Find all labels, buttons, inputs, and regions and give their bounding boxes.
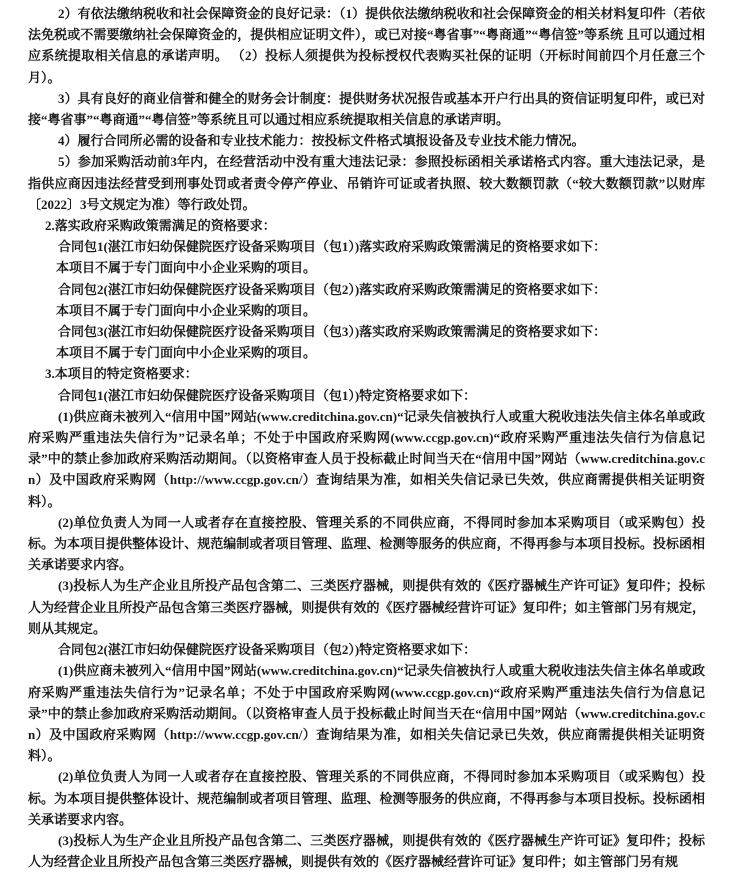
- paragraph: (1)供应商未被列入“信用中国”网站(www.creditchina.gov.cn)“记录失信被执行人或重大税收违法失信主体名单或政府采购严重违法失信行为”记录名单；不处于中国政府采购网(www.ccgp.gov.cn)“政府采购严重违法失信行为信息记录”中的禁止参加政府采购活动期间。（以资格审查人员于投标截止时间当天在“信用中国”网站（www.creditchina.gov.cn）及中国政府采购网（http://www.ccgp.gov.cn/）查询结果为准，如相关失信记录已失效，供应商需提供相关证明资料）。: [28, 408, 705, 509]
- paragraph: (3)投标人为生产企业且所投产品包含第二、三类医疗器械，则提供有效的《医疗器械生产许可证》复印件；投标人为经营企业且所投产品包含第三类医疗器械，则提供有效的《医疗器械经营许可证》复印件；如主管部门另有规: [28, 832, 705, 870]
- paragraph: 本项目不属于专门面向中小企业采购的项目。: [56, 302, 317, 318]
- paragraph: 4）履行合同所必需的设备和专业技术能力：按投标文件格式填报设备及专业技术能力情况。: [58, 133, 585, 149]
- paragraph: (2)单位负责人为同一人或者存在直接控股、管理关系的不同供应商，不得同时参加本采购项目（或采购包）投标。为本项目提供整体设计、规范编制或者项目管理、监理、检测等服务的供应商，不得再参与本项目投标。投标函相关承诺要求内容。: [28, 514, 705, 573]
- paragraph: 本项目不属于专门面向中小企业采购的项目。: [56, 260, 317, 276]
- paragraph: 5）参加采购活动前3年内，在经营活动中没有重大违法记录：参照投标函相关承诺格式内容。重大违法记录，是指供应商因违法经营受到刑事处罚或者责令停产停业、吊销许可证或者执照、较大数额罚款（“较大数额罚款”以财库〔2022〕3号文规定为准）等行政处罚。: [28, 154, 705, 212]
- paragraph: 合同包3(湛江市妇幼保健院医疗设备采购项目（包3）)落实政府采购政策需满足的资格要求如下：: [58, 324, 607, 340]
- paragraph: (3)投标人为生产企业且所投产品包含第二、三类医疗器械，则提供有效的《医疗器械生产许可证》复印件；投标人为经营企业且所投产品包含第三类医疗器械，则提供有效的《医疗器械经营许可证》复印件；如主管部门另有规定，则从其规定。: [28, 578, 705, 636]
- paragraph: 3）具有良好的商业信誉和健全的财务会计制度：提供财务状况报告或基本开户行出具的资信证明复印件，或已对接“粤省事”“粤商通”“粤信签”等系统且可以通过相应系统提取相关信息的承诺声明。: [28, 90, 705, 128]
- paragraph: 合同包2(湛江市妇幼保健院医疗设备采购项目（包2）)落实政府采购政策需满足的资格要求如下：: [58, 281, 607, 297]
- document-body: [28, 3, 705, 872]
- paragraph: 合同包1(湛江市妇幼保健院医疗设备采购项目（包1）)落实政府采购政策需满足的资格要求如下：: [58, 239, 607, 255]
- paragraph: (1)供应商未被列入“信用中国”网站(www.creditchina.gov.cn)“记录失信被执行人或重大税收违法失信主体名单或政府采购严重违法失信行为”记录名单；不处于中国政府采购网(www.ccgp.gov.cn)“政府采购严重违法失信行为信息记录”中的禁止参加政府采购活动期间。（以资格审查人员于投标截止时间当天在“信用中国”网站（www.creditchina.gov.cn）及中国政府采购网（http://www.ccgp.gov.cn/）查询结果为准，如相关失信记录已失效，供应商需提供相关证明资料）。: [28, 663, 705, 764]
- paragraph: 2.落实政府采购政策需满足的资格要求：: [45, 218, 276, 234]
- paragraph: (2)单位负责人为同一人或者存在直接控股、管理关系的不同供应商，不得同时参加本采购项目（或采购包）投标。为本项目提供整体设计、规范编制或者项目管理、监理、检测等服务的供应商，不得再参与本项目投标。投标函相关承诺要求内容。: [28, 769, 705, 827]
- paragraph: 本项目不属于专门面向中小企业采购的项目。: [56, 345, 317, 361]
- paragraph: 2）有依法缴纳税收和社会保障资金的良好记录：（1）提供依法缴纳税收和社会保障资金的相关材料复印件（若依法免税或不需要缴纳社会保障资金的，提供相应证明文件），或已对接“粤省事”“粤商通”“粤信签”等系统 且可以通过相应系统提取相关信息的承诺声明。 （2）投标人须提供为投标授权代表购买社保的证明（开标时间前四个月任意三个月）。: [28, 6, 705, 85]
- paragraph: 3.本项目的特定资格要求：: [45, 366, 198, 382]
- paragraph: 合同包1(湛江市妇幼保健院医疗设备采购项目（包1）)特定资格要求如下：: [58, 387, 477, 403]
- paragraph: 合同包2(湛江市妇幼保健院医疗设备采购项目（包2）)特定资格要求如下：: [58, 642, 477, 658]
